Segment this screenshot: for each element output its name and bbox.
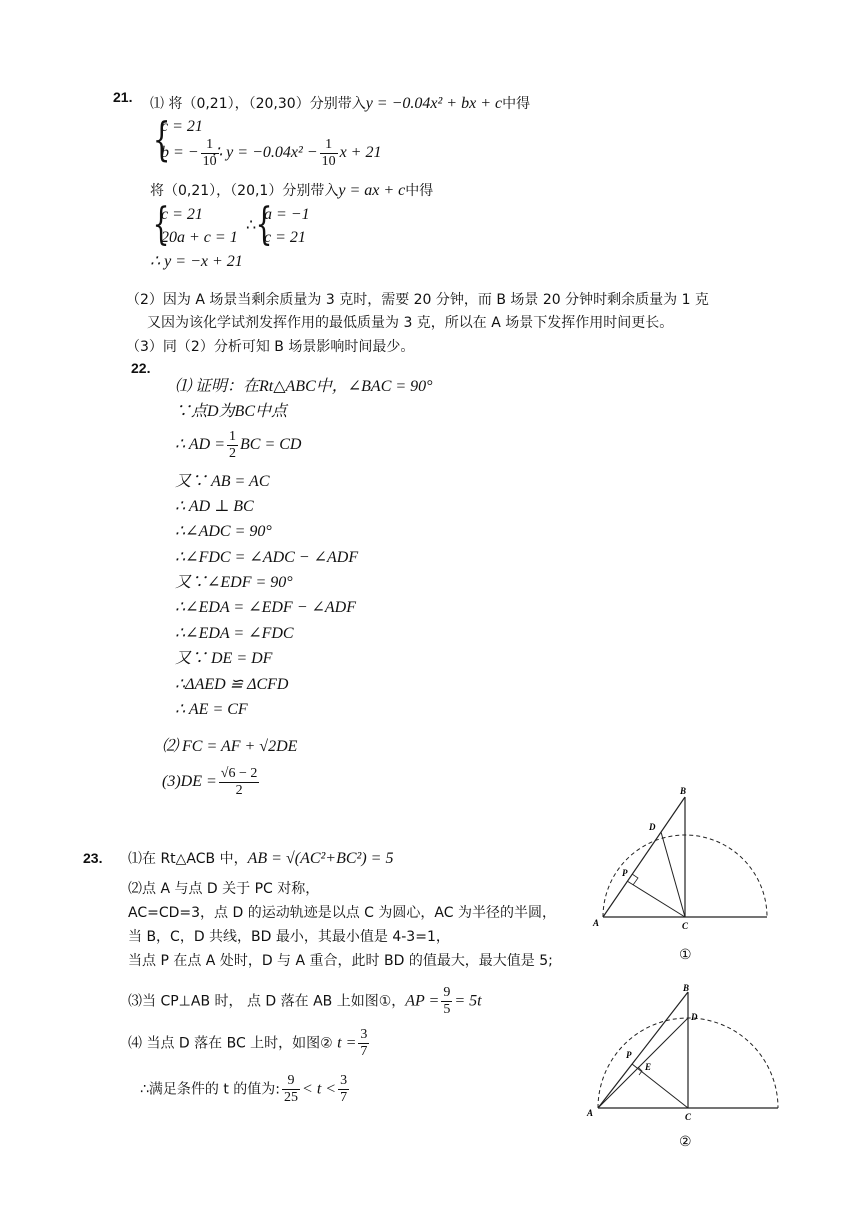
q21-result1 (212, 137, 381, 170)
q23-line8-den1: 25 (284, 1090, 299, 1105)
q21-system1-eq-c: c = 21 (161, 118, 203, 135)
q21-part1-intro2-b: 中得 (405, 183, 434, 199)
q22-line2: ∵点D为BC中点 (175, 403, 288, 420)
fig1-label-d: D (649, 822, 656, 832)
q21-system2-brace: { (152, 199, 170, 250)
fig1-label-b: B (680, 786, 687, 796)
q23-number: 23. (83, 850, 103, 866)
q22-part2: ⑵ FC = AF + √2DE (162, 738, 298, 755)
fig2-line-ad (598, 1018, 688, 1108)
q23-line6-fraction (441, 985, 452, 1018)
q22-part3-den: 2 (219, 782, 260, 799)
q21-part1-intro2 (150, 183, 433, 199)
q22-line9: ∴∠EDA = ∠EDF − ∠ADF (175, 599, 357, 616)
q23-line5: 当点 P 在点 A 处时，D 与 A 重合，此时 BD 的值最大，最大值是 5; (128, 953, 553, 969)
fig2-label-d: D (691, 1012, 698, 1022)
q22-part3-num: √6 − 2 (220, 766, 258, 781)
q21-result1-num: 1 (325, 137, 333, 152)
q21-system1-brace: { (152, 112, 171, 166)
q22-line3-right: BC = CD (240, 436, 302, 454)
q21-system2-eq-c: c = 21 (161, 206, 203, 223)
q21-quadratic-formula: y = −0.04x² + bx + c (365, 95, 503, 112)
q23-line1-formula: AB = √(AC²+BC²) = 5 (247, 850, 394, 867)
q21-number: 21. (113, 89, 133, 105)
q23-line8-fraction1 (282, 1073, 300, 1106)
fig2-label-e: E (645, 1062, 652, 1072)
q23-line7 (128, 1027, 371, 1060)
q22-line12: ∴ΔAED ≌ ΔCFD (175, 676, 289, 693)
fig1-label-p: P (622, 868, 628, 878)
q22-part3 (162, 766, 261, 799)
q23-line6-left: AP = (405, 992, 440, 1010)
fig2-label-b: B (683, 983, 690, 993)
q23-line6-right: = 5t (454, 992, 482, 1010)
q21-part1-intro2-a: 将（0,21），（20,1）分别带入 (150, 183, 339, 199)
q22-line1: ⑴ 证明：在Rt△ABC中，∠BAC = 90° (175, 378, 433, 395)
fig1-label-c: C (682, 921, 689, 931)
q22-line3-den: 2 (229, 446, 237, 461)
q23-line7-fraction (358, 1027, 369, 1060)
q21-system1-b-left: b = − (161, 144, 199, 162)
q23-line8-num2: 3 (340, 1073, 348, 1088)
q21-system3-eq-a: a = −1 (264, 206, 310, 223)
figure-2-diagram (585, 982, 780, 1132)
q23-line1-a: ⑴在 Rt△ACB 中， (128, 851, 248, 867)
q23-line6-a: ⑶当 CP⊥AB 时， 点 D 落在 AB 上如图①， (128, 993, 406, 1010)
q21-result1-den: 10 (321, 154, 336, 169)
q23-line8 (140, 1073, 351, 1106)
q21-result1-left: ∴ y = −0.04x² − (212, 144, 318, 162)
fig1-label-a: A (593, 918, 600, 928)
fig1-right-angle-mark (632, 874, 638, 885)
fig2-label-c: C (685, 1112, 692, 1122)
q21-part3: （3）同（2）分析可知 B 场景影响时间最少。 (126, 339, 415, 355)
q22-line3 (175, 429, 301, 462)
q21-part1-intro-b: 中得 (502, 96, 531, 112)
q22-line3-fraction (227, 429, 238, 462)
figure-1-diagram (585, 780, 775, 940)
q22-line11: 又∵ DE = DF (175, 650, 273, 667)
q22-line4: 又∵ AB = AC (175, 473, 270, 490)
q22-line5: ∴ AD ⊥ BC (175, 498, 254, 515)
q21-part2-line2: 又因为该化学试剂发挥作用的最低质量为 3 克，所以在 A 场景下发挥作用时间更长。 (147, 315, 674, 331)
q21-part2-line1: （2）因为 A 场景当剩余质量为 3 克时，需要 20 分钟，而 B 场景 20 分钟时剩余质量为 1 克 (126, 292, 709, 308)
q21-system1-b-den: 10 (202, 154, 217, 169)
q23-line2: ⑵点 A 与点 D 关于 PC 对称， (128, 881, 320, 897)
q23-line8-mid: < t < (302, 1080, 337, 1098)
q21-part1-intro (150, 96, 530, 112)
q21-linear-formula: y = ax + c (338, 182, 406, 199)
fig2-label-a: A (587, 1108, 594, 1118)
q22-part3-left: (3)DE = (162, 773, 217, 791)
q21-result2: ∴ y = −x + 21 (150, 253, 243, 270)
q22-line3-left: ∴ AD = (175, 436, 226, 454)
q23-line4: 当 B，C，D 共线，BD 最小，其最小值是 4-3=1， (128, 929, 450, 945)
q23-line7-num: 3 (360, 1027, 368, 1042)
q21-part1-intro-a: ⑴ 将（0,21），（20,30）分别带入 (150, 96, 366, 112)
q22-part3-fraction (219, 766, 260, 799)
fig2-label-p: P (626, 1050, 632, 1060)
q22-line13: ∴ AE = CF (175, 701, 248, 718)
q21-system1-b-num: 1 (206, 137, 214, 152)
q22-line10: ∴∠EDA = ∠FDC (175, 625, 294, 642)
q21-result1-fraction (320, 137, 338, 170)
fig1-line-ab (603, 797, 685, 917)
q23-line7-left: t = (337, 1034, 357, 1052)
q23-line7-a: ⑷ 当点 D 落在 BC 上时，如图② (128, 1035, 333, 1052)
q23-line3: AC=CD=3，点 D 的运动轨迹是以点 C 为圆心，AC 为半径的半圆， (128, 905, 556, 921)
q23-line6-den: 5 (443, 1002, 451, 1017)
figure-1-caption: ① (679, 947, 692, 963)
figure-2-caption: ② (679, 1134, 692, 1150)
q21-result1-right: x + 21 (339, 144, 382, 162)
q22-line6: ∴∠ADC = 90° (175, 523, 272, 540)
q23-line6-num: 9 (443, 985, 451, 1000)
q23-line8-a: ∴满足条件的 t 的值为: (140, 1081, 281, 1098)
q23-line8-fraction2 (338, 1073, 349, 1106)
q23-line6 (128, 985, 482, 1018)
q23-line7-den: 7 (360, 1044, 368, 1059)
q21-system3-eq-c: c = 21 (264, 229, 306, 246)
q22-number: 22. (131, 360, 151, 376)
q21-system2-eq-20a: 20a + c = 1 (161, 229, 238, 246)
q22-line7: ∴∠FDC = ∠ADC − ∠ADF (175, 549, 359, 566)
q23-line8-num1: 9 (287, 1073, 295, 1088)
q23-line8-den2: 7 (340, 1090, 348, 1105)
q21-system3-brace: { (255, 199, 273, 250)
q23-line1 (128, 851, 393, 867)
fig2-line-ab (598, 992, 688, 1108)
q21-system2-therefore: ∴ (246, 217, 257, 234)
q22-line8: 又∵∠EDF = 90° (175, 574, 293, 591)
fig2-line-cp (632, 1064, 688, 1108)
q22-line3-num: 1 (229, 429, 237, 444)
